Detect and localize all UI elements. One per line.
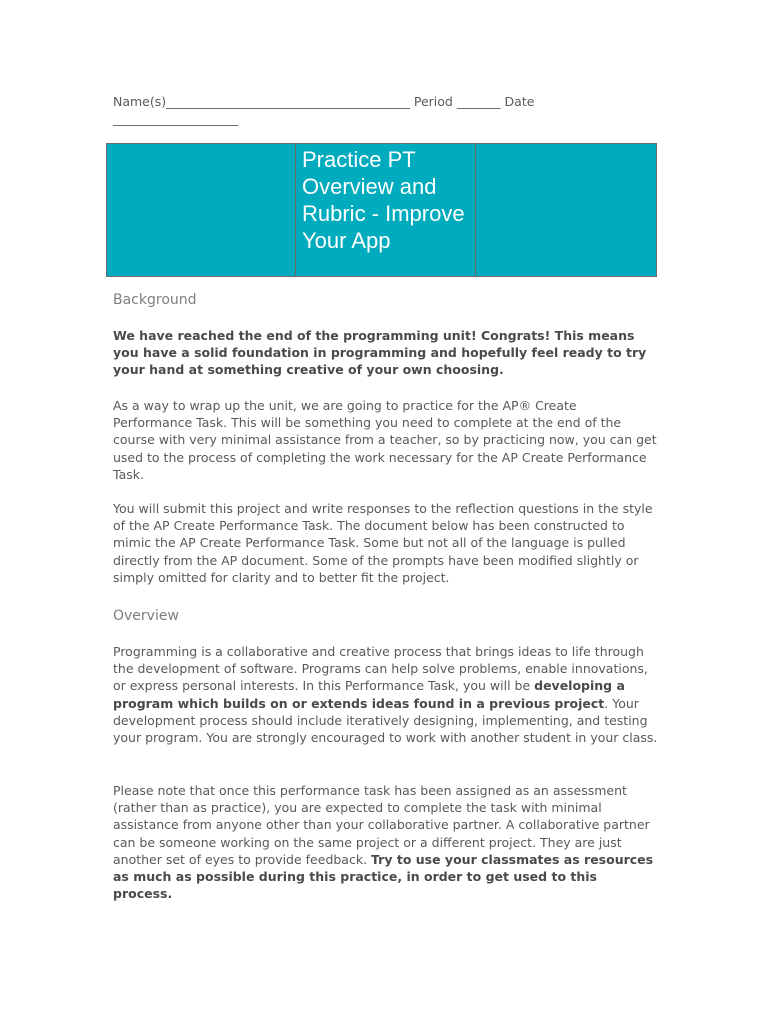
overview-p1-text-a: Programming is a collaborative and creative process that brings ideas to life through the development of software. Programs can help solve problems, enable innovations, or express personal interests. In this Performance Task, you will be: [113, 644, 648, 694]
overview-p2-text-a: Please note that once this performance task has been assigned as an assessment (rather than as practice), you are expected to complete the task with minimal assistance from anyone other than your collaborative partner. A collaborative partner can be someone working on the same project or a different project. They are just another set of eyes to provide feedback.: [113, 783, 650, 867]
overview-p1-bold: developing a program which builds on or extends ideas found in a previous project: [113, 678, 625, 711]
overview-p1-text-b: . Your development process should include iteratively designing, implementing, and testing your program. You are strongly encouraged to work with another student in your class.: [113, 695, 658, 746]
overview-paragraph-2: [113, 782, 658, 902]
banner-title-cell: [296, 144, 476, 276]
overview-p2-bold: Try to use your classmates as resources as much as possible during this practice, in order to get used to this process.: [113, 851, 654, 902]
background-intro-bold: We have reached the end of the programming unit! Congrats! This means you have a solid foundation in programming and hopefully feel ready to try your hand at something creative of your own choosing.: [113, 328, 647, 378]
background-paragraph-2: You will submit this project and write responses to the reflection questions in the style of the AP Create Performance Task. The document below has been constructed to mimic the AP Create Performance Task. Some but not all of the language is pulled directly from the AP document. Some of the prompts have been modified slightly or simply omitted for clarity and to better fit the project.: [113, 501, 653, 585]
banner-right-cell: [476, 144, 656, 276]
document-title: Practice PT Overview and Rubric - Improve Your App: [302, 147, 465, 253]
banner-left-cell: [107, 144, 296, 276]
title-banner-table: [106, 143, 657, 277]
background-intro: [113, 327, 658, 379]
overview-paragraph-1: [113, 643, 658, 746]
background-paragraph-1: As a way to wrap up the unit, we are going to practice for the AP® Create Performance Task. This will be something you need to complete at the end of the course with very minimal assistance from a teacher, so by practicing now, you can get used to the process of completing the work necessary for the AP Create Performance Task.: [113, 398, 657, 482]
overview-heading: Overview: [113, 608, 179, 624]
name-period-date-line: Name(s)_______________________________________ Period _______ Date ____________________: [113, 94, 535, 126]
background-heading: Background: [113, 292, 197, 308]
